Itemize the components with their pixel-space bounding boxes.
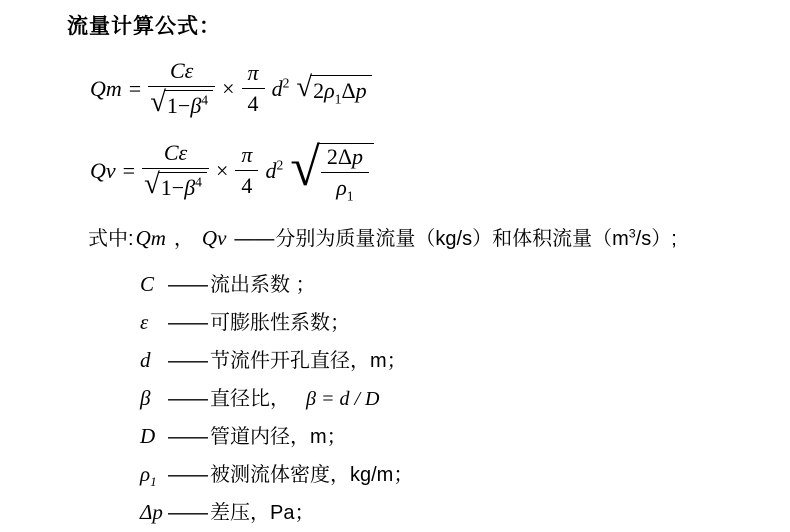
radical-sign: √	[144, 169, 160, 200]
page-title: 流量计算公式：	[67, 15, 221, 38]
times-sign: ×	[222, 75, 235, 101]
legend-extra-formula: β = d / D	[306, 388, 380, 410]
radical-sign: √	[290, 136, 320, 197]
comma: ，	[173, 228, 194, 250]
pi-symbol: π	[242, 60, 265, 89]
legend-item-dcap	[140, 418, 413, 456]
radical-sign: √	[150, 87, 166, 118]
p-symbol: p	[351, 143, 363, 169]
fraction-numerator: Cε	[142, 140, 209, 169]
radical-sign: √	[296, 71, 313, 103]
legend-text: 节流件开孔直径，m；	[210, 350, 407, 372]
pi-over-four-fraction	[242, 60, 265, 117]
legend-text: 可膨胀性系数；	[210, 312, 350, 334]
dash-line: ——	[168, 388, 208, 410]
qv-symbol: Qv	[201, 226, 227, 250]
symbol-label: β	[140, 386, 151, 410]
sqrt-one-minus-beta4	[144, 171, 207, 201]
legend-item-c	[140, 266, 413, 304]
legend-item-beta	[140, 380, 413, 418]
rho-symbol: ρ	[336, 174, 347, 200]
symbol-label: d	[140, 348, 151, 372]
fraction-numerator	[321, 144, 369, 173]
sqrt-2-rho1-dp	[296, 71, 371, 106]
dash-line: ——	[168, 464, 208, 486]
legend-text: 直径比，	[210, 388, 290, 410]
radicand	[158, 172, 207, 201]
d-exponent: 2	[282, 75, 290, 91]
formula-volume-flow	[90, 136, 374, 203]
dash-line: ——	[168, 502, 208, 524]
radicand	[318, 143, 374, 201]
coefficient-two: 2	[326, 143, 338, 169]
dp-over-rho-fraction	[321, 144, 369, 201]
coefficient-fraction	[148, 58, 215, 119]
four-denominator: 4	[241, 173, 253, 198]
legend-text: 管道内径，m；	[210, 426, 347, 448]
radicand	[164, 90, 213, 119]
four-denominator: 4	[247, 91, 259, 116]
legend-item-d	[140, 342, 413, 380]
legend-item-dp	[140, 494, 413, 532]
coefficient-two: 2	[313, 77, 325, 103]
fraction-denominator	[321, 173, 369, 201]
dash-line: ——	[168, 426, 208, 448]
formula-mass-flow	[90, 58, 372, 119]
symbol-label: D	[140, 424, 156, 448]
intro-prefix: 式中:	[88, 228, 134, 250]
one-minus: 1−	[166, 93, 191, 118]
legend-text: 差压，Pa；	[210, 502, 315, 524]
p-symbol: p	[355, 77, 367, 103]
legend-item-rho	[140, 456, 413, 494]
dash-line: ——	[168, 312, 208, 334]
one-minus: 1−	[160, 175, 185, 200]
beta-symbol: β	[190, 93, 202, 118]
times-sign: ×	[215, 157, 229, 183]
cubed-exponent: 3	[628, 226, 636, 241]
beta-exponent: 4	[201, 92, 209, 108]
sqrt-one-minus-beta4	[150, 89, 213, 119]
radicand	[310, 75, 372, 104]
symbol-legend	[140, 266, 413, 532]
delta-symbol: Δ	[337, 143, 352, 169]
symbol-label: ε	[140, 310, 149, 334]
d-squared	[265, 158, 283, 184]
fraction-denominator	[148, 87, 215, 119]
dash-line: ——	[168, 350, 208, 372]
beta-exponent: 4	[195, 174, 202, 190]
legend-text: 被测流体密度，kg/m；	[210, 464, 414, 486]
legend-intro	[88, 224, 677, 253]
d-symbol: d	[265, 157, 277, 183]
beta-symbol: β	[184, 175, 196, 200]
symbol-label: Δp	[140, 500, 163, 524]
symbol-label: $\rho_1$	[140, 462, 157, 490]
intro-text-end: /s）;	[635, 228, 677, 250]
rho-subscript: 1	[334, 90, 342, 106]
equals-sign: =	[128, 75, 142, 101]
d-exponent: 2	[276, 157, 284, 173]
pi-over-four-fraction	[235, 142, 258, 199]
qm-symbol: Qm	[135, 226, 166, 250]
rho-symbol: ρ	[324, 77, 335, 103]
equals-sign: =	[122, 157, 136, 183]
intro-text: 分别为质量流量（kg/s）和体积流量（m	[275, 228, 629, 250]
legend-item-epsilon	[140, 304, 413, 342]
dash-line: ——	[234, 228, 275, 250]
d-symbol: d	[271, 75, 283, 101]
fraction-denominator	[142, 169, 209, 201]
fraction-numerator: Cε	[148, 58, 215, 87]
delta-symbol: Δ	[341, 77, 356, 103]
pi-symbol: π	[235, 142, 258, 171]
sqrt-2dp-over-rho1	[290, 136, 374, 203]
rho-subscript: 1	[346, 187, 354, 203]
coefficient-fraction	[142, 140, 209, 201]
legend-text: 流出系数 ；	[210, 274, 316, 296]
symbol-label: C	[140, 272, 155, 296]
qm-symbol: Qm	[90, 75, 122, 101]
dash-line: ——	[168, 274, 208, 296]
qv-symbol: Qv	[90, 157, 116, 183]
d-squared	[272, 76, 290, 102]
